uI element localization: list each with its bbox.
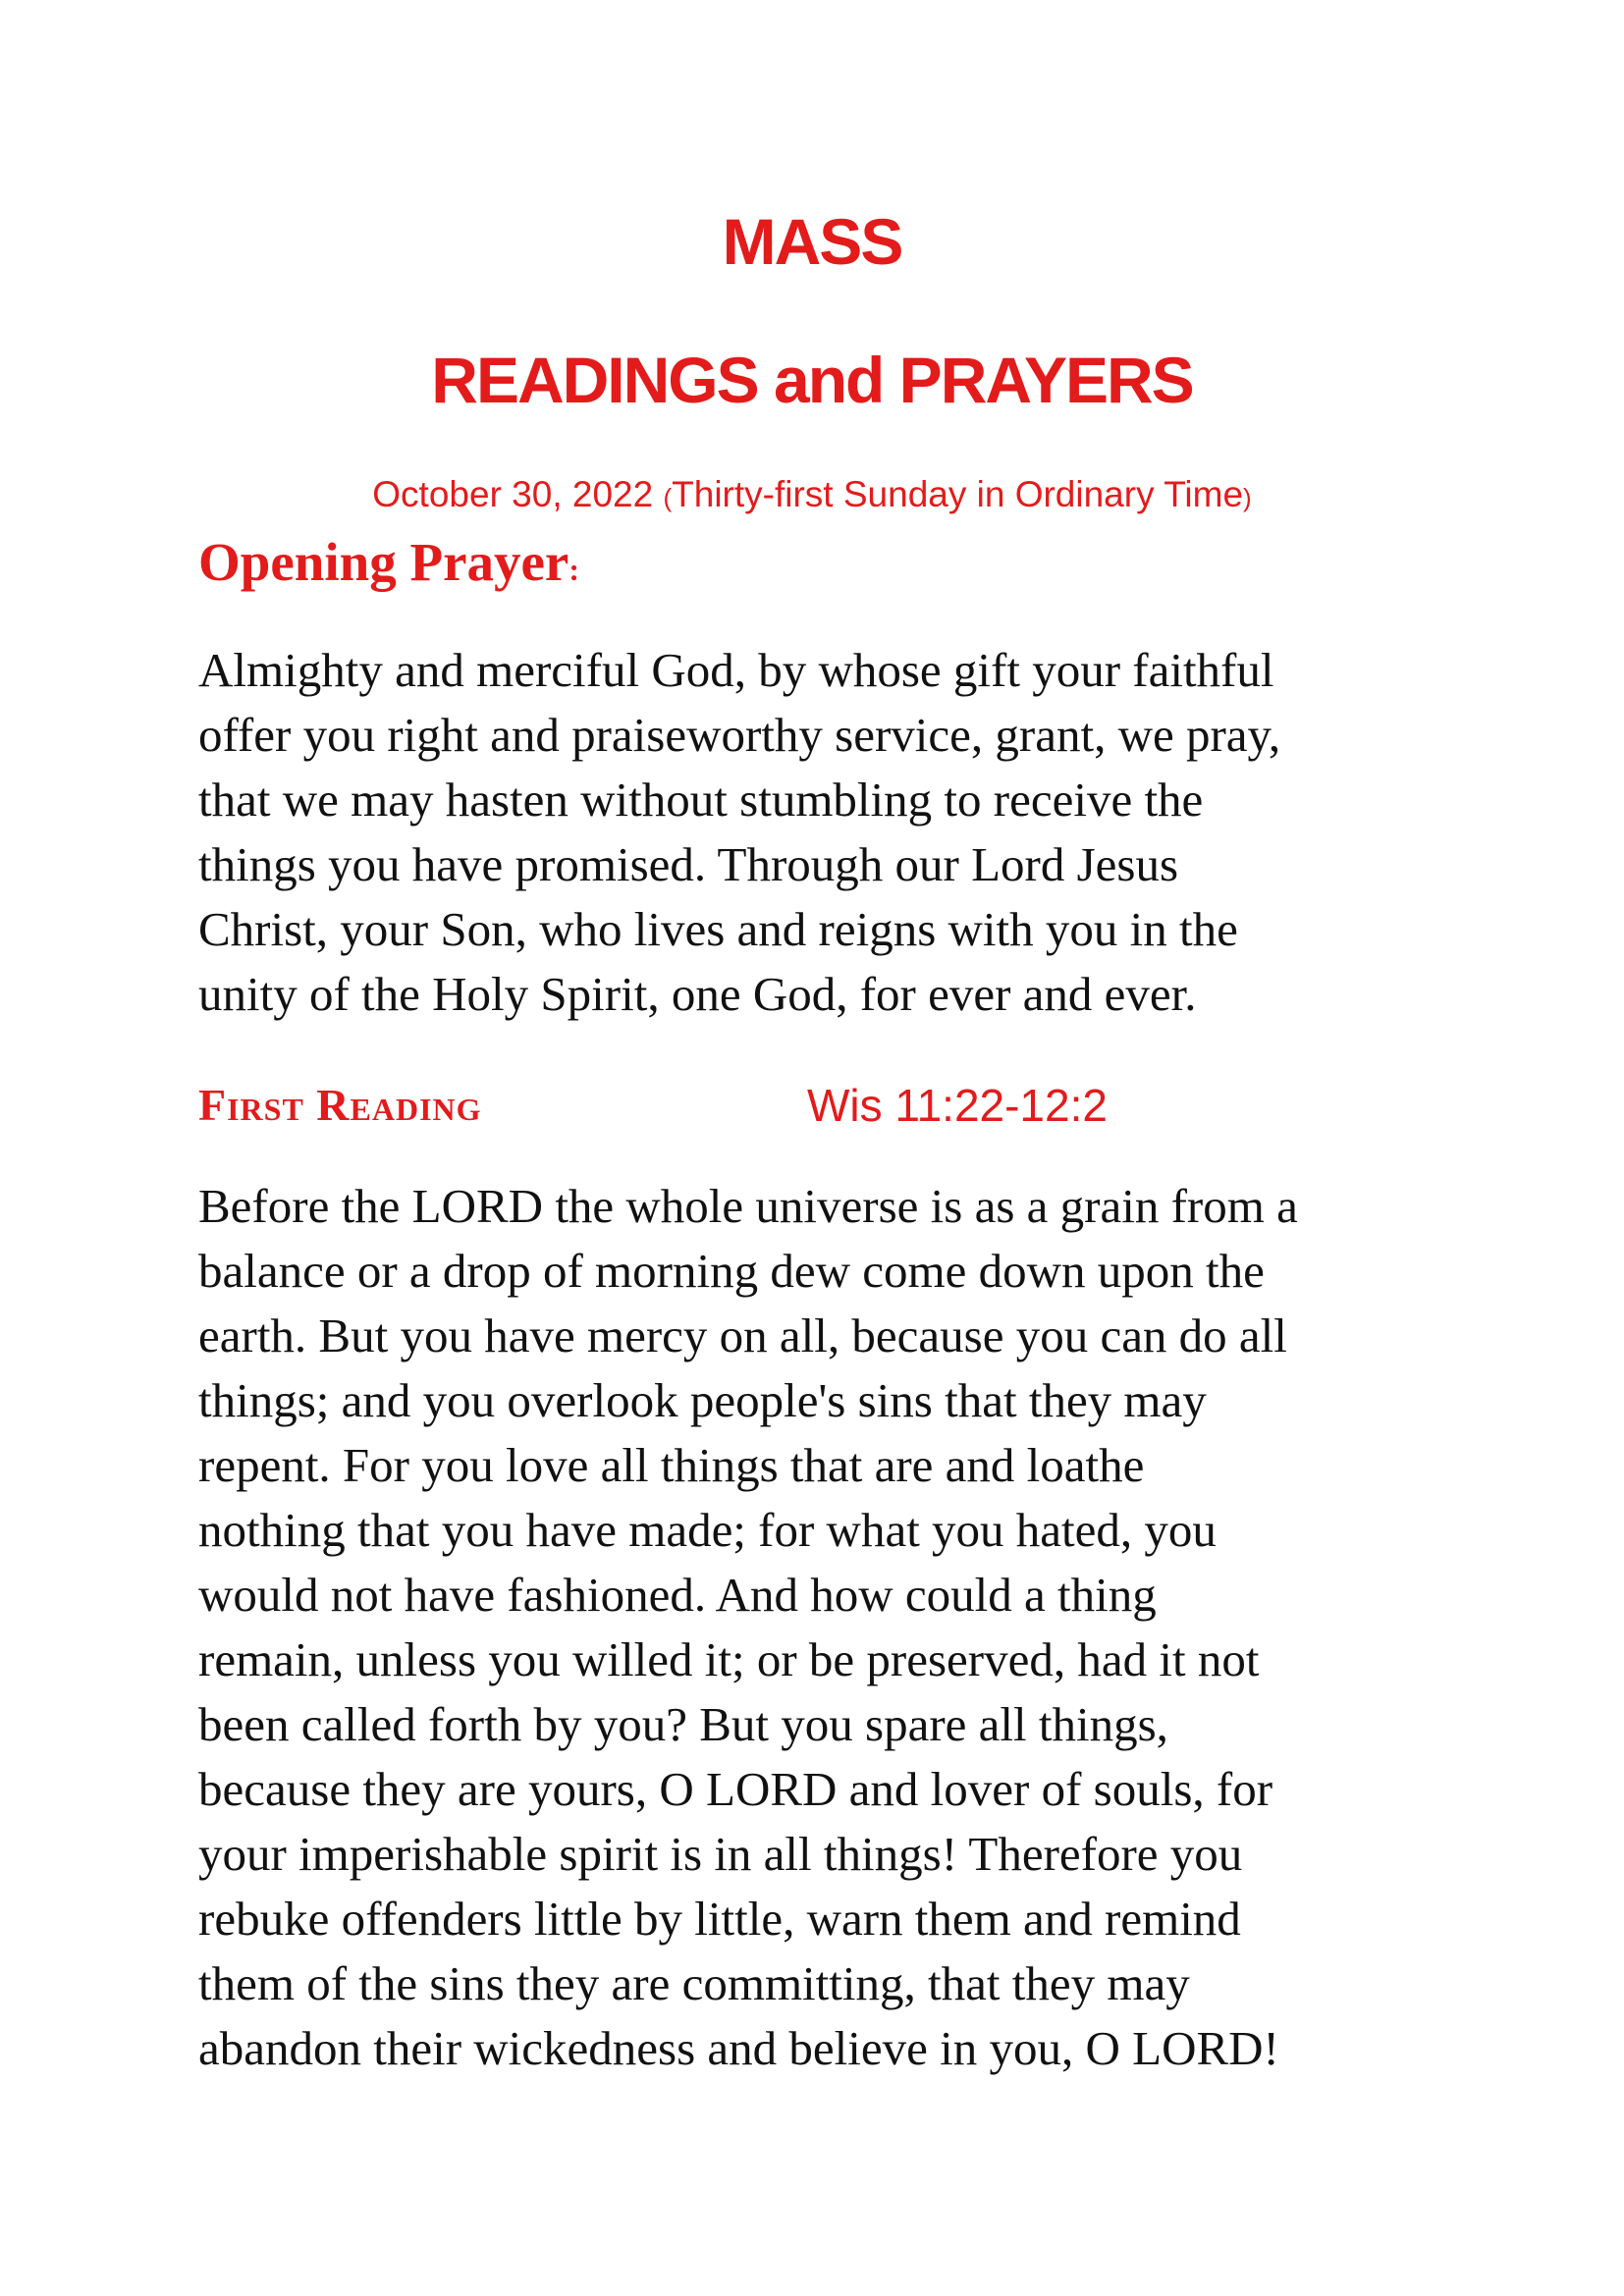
page-subtitle: READINGS and PRAYERS	[431, 344, 1193, 416]
first-reading-citation: Wis 11:22-12:2	[807, 1080, 1108, 1131]
first-reading-line: rebuke offenders little by little, warn them and remind	[198, 1892, 1241, 1946]
occasion-close-paren: )	[1243, 483, 1252, 512]
first-reading-line: Before the LORD the whole universe is as a grain from a	[198, 1179, 1298, 1233]
first-reading-line: remain, unless you willed it; or be preserved, had it not	[198, 1632, 1260, 1686]
first-reading-line: things; and you overlook people's sins that they may	[198, 1373, 1207, 1427]
opening-prayer-line: unity of the Holy Spirit, one God, for ever and ever.	[198, 967, 1197, 1021]
date-text: October 30, 2022	[372, 474, 664, 514]
opening-prayer-line: Christ, your Son, who lives and reigns with you in the	[198, 902, 1238, 956]
first-reading-text	[198, 1174, 1455, 2081]
opening-prayer-heading-text: Opening Prayer	[198, 532, 569, 592]
opening-prayer-heading-colon: :	[568, 552, 579, 587]
first-reading-line: because they are yours, O LORD and lover of souls, for	[198, 1762, 1273, 1816]
page-title: MASS	[722, 205, 902, 278]
opening-prayer-heading	[198, 528, 579, 604]
first-reading-line: repent. For you love all things that are and loathe	[198, 1438, 1145, 1492]
opening-prayer-line: things you have promised. Through our Lord Jesus	[198, 837, 1179, 891]
occasion-open-paren: (	[663, 483, 673, 512]
first-reading-line: earth. But you have mercy on all, because you can do all	[198, 1308, 1287, 1362]
opening-prayer-line: Almighty and merciful God, by whose gift your faithful	[198, 643, 1274, 697]
first-reading-line: would not have fashioned. And how could a thing	[198, 1568, 1157, 1622]
first-reading-line: abandon their wickedness and believe in you, O LORD!	[198, 2021, 1279, 2075]
date-line	[0, 471, 1624, 521]
first-reading-heading: First Reading	[198, 1080, 482, 1130]
first-reading-line: been called forth by you? But you spare all things,	[198, 1697, 1168, 1751]
occasion-text: Thirty-first Sunday in Ordinary Time	[672, 474, 1244, 514]
opening-prayer-line: offer you right and praiseworthy service, grant, we pray,	[198, 708, 1281, 762]
first-reading-line: them of the sins they are committing, that they may	[198, 1956, 1190, 2010]
first-reading-line: nothing that you have made; for what you hated, you	[198, 1503, 1217, 1557]
opening-prayer-text	[198, 638, 1455, 1027]
first-reading-line: balance or a drop of morning dew come down upon the	[198, 1244, 1265, 1298]
first-reading-line: your imperishable spirit is in all things! Therefore you	[198, 1827, 1243, 1881]
opening-prayer-line: that we may hasten without stumbling to receive the	[198, 773, 1204, 827]
